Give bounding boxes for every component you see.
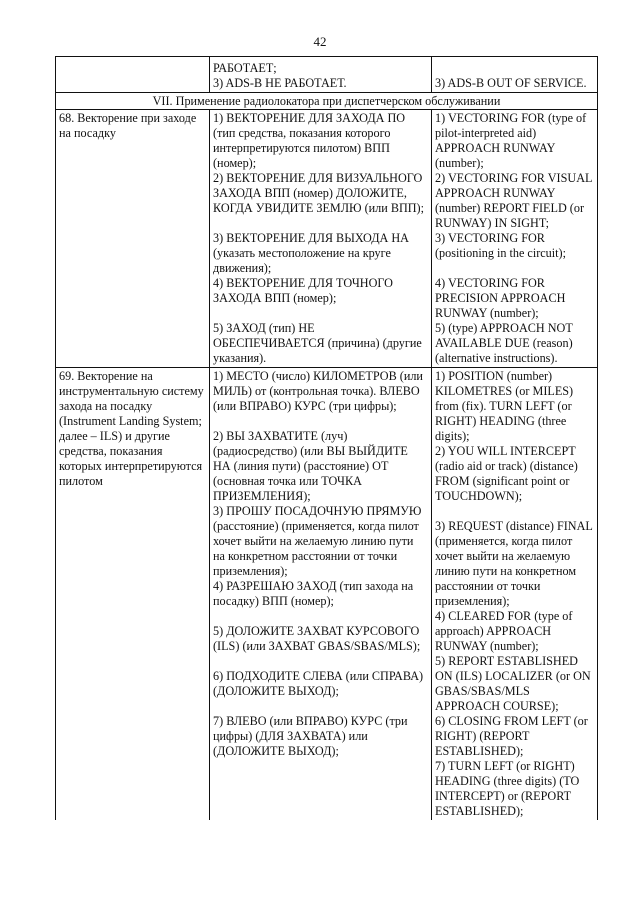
- en-phrase: 7) TURN LEFT (or RIGHT) HEADING (three digits) (TO INTERCEPT) or (REPORT ESTABLISHED);: [435, 759, 580, 818]
- row-en-cell: [432, 368, 598, 821]
- ru-phrase: 4) РАЗРЕШАЮ ЗАХОД (тип захода на посадку) ВПП (номер);: [213, 579, 414, 608]
- en-phrase: 3) VECTORING FOR (positioning in the circuit);: [435, 231, 566, 260]
- continuation-row: [56, 57, 598, 93]
- en-phrase: 4) VECTORING FOR PRECISION APPROACH RUNWAY (number);: [435, 276, 566, 320]
- row-ru-cell: [210, 368, 432, 821]
- en-phrase: 2) YOU WILL INTERCEPT (radio aid or track) (distance) FROM (significant point or TOUCHDOWN);: [435, 444, 578, 503]
- ru-phrase: 1) ВЕКТОРЕНИЕ ДЛЯ ЗАХОДА ПО (тип средства, показания которого интерпретируются пилотом) ВПП (номер);: [213, 111, 406, 170]
- table-row: [56, 110, 598, 368]
- ru-phrase: 5) ЗАХОД (тип) НЕ ОБЕСПЕЧИВАЕТСЯ (причина) (другие указания).: [213, 321, 422, 365]
- continuation-en-cell: [432, 57, 598, 93]
- ru-phrase: 3) ПРОШУ ПОСАДОЧНУЮ ПРЯМУЮ (расстояние) (применяется, когда пилот хочет выйти на желаемую линию пути на конкретном расстоянии от точки приземления);: [213, 504, 422, 578]
- en-phrase: 5) (type) APPROACH NOT AVAILABLE DUE (reason) (alternative instructions).: [435, 321, 573, 365]
- continuation-ru-cell: [210, 57, 432, 93]
- page-number: 42: [313, 34, 327, 49]
- continuation-en-line: 3) ADS-B OUT OF SERVICE.: [435, 76, 587, 90]
- en-phrase: 6) CLOSING FROM LEFT (or RIGHT) (REPORT ESTABLISHED);: [435, 714, 588, 758]
- section-header-row: [56, 93, 598, 110]
- row-en-cell: [432, 110, 598, 368]
- continuation-label-cell: [56, 57, 210, 93]
- en-phrase: 4) CLEARED FOR (type of approach) APPROACH RUNWAY (number);: [435, 609, 573, 653]
- ru-phrase: 5) ДОЛОЖИТЕ ЗАХВАТ КУРСОВОГО (ILS) (или ЗАХВАТ GBAS/SBAS/MLS);: [213, 624, 421, 653]
- row-label-cell: [56, 110, 210, 368]
- continuation-ru-line: РАБОТАЕТ;: [213, 61, 277, 75]
- phraseology-table: [55, 56, 598, 820]
- table-row: [56, 368, 598, 821]
- ru-phrase: 7) ВЛЕВО (или ВПРАВО) КУРС (три цифры) (ДЛЯ ЗАХВАТА) или (ДОЛОЖИТЕ ВЫХОД);: [213, 714, 408, 758]
- ru-phrase: 2) ВЫ ЗАХВАТИТЕ (луч) (радиосредство) (или ВЫ ВЫЙДИТЕ НА (линия пути) (расстояние) ОТ (основная точка или ТОЧКА ПРИЗЕМЛЕНИЯ);: [213, 429, 408, 503]
- en-phrase: 1) VECTORING FOR (type of pilot-interpreted aid) APPROACH RUNWAY (number);: [435, 111, 587, 170]
- ru-phrase: 3) ВЕКТОРЕНИЕ ДЛЯ ВЫХОДА НА (указать местоположение на круге движения);: [213, 231, 409, 275]
- row-label: 68. Векторение при заходе на посадку: [59, 111, 197, 140]
- ru-phrase: 6) ПОДХОДИТЕ СЛЕВА (или СПРАВА) (ДОЛОЖИТЕ ВЫХОД);: [213, 669, 424, 698]
- section-title: VII. Применение радиолокатора при диспетчерском обслуживании: [56, 93, 598, 110]
- ru-phrase: 1) МЕСТО (число) КИЛОМЕТРОВ (или МИЛЬ) от (контрольная точка). ВЛЕВО (или ВПРАВО) КУРС (три цифры);: [213, 369, 423, 413]
- en-phrase: 2) VECTORING FOR VISUAL APPROACH RUNWAY (number) REPORT FIELD (or RUNWAY) IN SIGHT;: [435, 171, 592, 230]
- ru-phrase: 4) ВЕКТОРЕНИЕ ДЛЯ ТОЧНОГО ЗАХОДА ВПП (номер);: [213, 276, 393, 305]
- ru-phrase: 2) ВЕКТОРЕНИЕ ДЛЯ ВИЗУАЛЬНОГО ЗАХОДА ВПП (номер) ДОЛОЖИТЕ, КОГДА УВИДИТЕ ЗЕМЛЮ (или ВПП);: [213, 171, 425, 215]
- en-phrase: 3) REQUEST (distance) FINAL (применяется, когда пилот хочет выйти на желаемую линию пути на конкретном расстоянии от точки приземления);: [435, 519, 593, 608]
- continuation-ru-line: 3) ADS-B НЕ РАБОТАЕТ.: [213, 76, 347, 90]
- row-label: 69. Векторение на инструментальную систему захода на посадку (Instrument Landing System; далее – ILS) и другие средства, показания которых интерпретируются пилотом: [59, 369, 204, 488]
- row-label-cell: [56, 368, 210, 821]
- en-phrase: 5) REPORT ESTABLISHED ON (ILS) LOCALIZER (or ON GBAS/SBAS/MLS APPROACH COURSE);: [435, 654, 591, 713]
- row-ru-cell: [210, 110, 432, 368]
- en-phrase: 1) POSITION (number) KILOMETRES (or MILES) from (fix). TURN LEFT (or RIGHT) HEADING (three digits);: [435, 369, 574, 443]
